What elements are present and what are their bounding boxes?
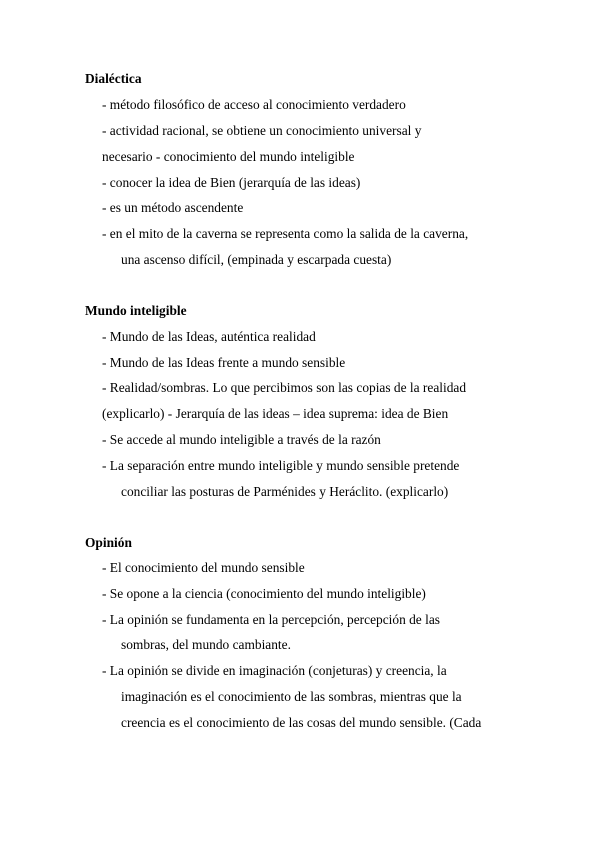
bullet-line: - método filosófico de acceso al conocimiento verdadero	[102, 97, 406, 112]
bullet-line: - conocer la idea de Bien (jerarquía de las ideas)	[102, 175, 361, 190]
bullet-line: - El conocimiento del mundo sensible	[102, 560, 305, 575]
continuation-line: necesario - conocimiento del mundo inteligible	[102, 149, 355, 164]
bullet-line: - Mundo de las Ideas, auténtica realidad	[102, 329, 316, 344]
continuation-line: sombras, del mundo cambiante.	[121, 637, 291, 652]
continuation-line: conciliar las posturas de Parménides y Heráclito. (explicarlo)	[121, 484, 449, 499]
continuation-line: creencia es el conocimiento de las cosas del mundo sensible. (Cada	[121, 715, 482, 730]
bullet-line: - es un método ascendente	[102, 200, 244, 215]
bullet-line: - La opinión se divide en imaginación (conjeturas) y creencia, la	[102, 663, 447, 678]
bullet-line: - Mundo de las Ideas frente a mundo sensible	[102, 355, 346, 370]
bullet-line: - La separación entre mundo inteligible y mundo sensible pretende	[102, 458, 460, 473]
continuation-line: imaginación es el conocimiento de las sombras, mientras que la	[121, 689, 462, 704]
continuation-line: una ascenso difícil, (empinada y escarpada cuesta)	[121, 252, 392, 267]
section-heading-mundo-inteligible: Mundo inteligible	[85, 303, 187, 318]
section-heading-dialectica: Dialéctica	[85, 71, 142, 86]
bullet-line: - Se opone a la ciencia (conocimiento del mundo inteligible)	[102, 586, 426, 601]
bullet-line: - en el mito de la caverna se representa como la salida de la caverna,	[102, 226, 469, 241]
bullet-line: - Se accede al mundo inteligible a través de la razón	[102, 432, 381, 447]
section-heading-opinion: Opinión	[85, 535, 132, 550]
bullet-line: - actividad racional, se obtiene un conocimiento universal y	[102, 123, 422, 138]
bullet-line: - Realidad/sombras. Lo que percibimos son las copias de la realidad	[102, 380, 467, 395]
bullet-line: - La opinión se fundamenta en la percepción, percepción de las	[102, 612, 440, 627]
continuation-line: (explicarlo) - Jerarquía de las ideas – idea suprema: idea de Bien	[102, 406, 449, 421]
